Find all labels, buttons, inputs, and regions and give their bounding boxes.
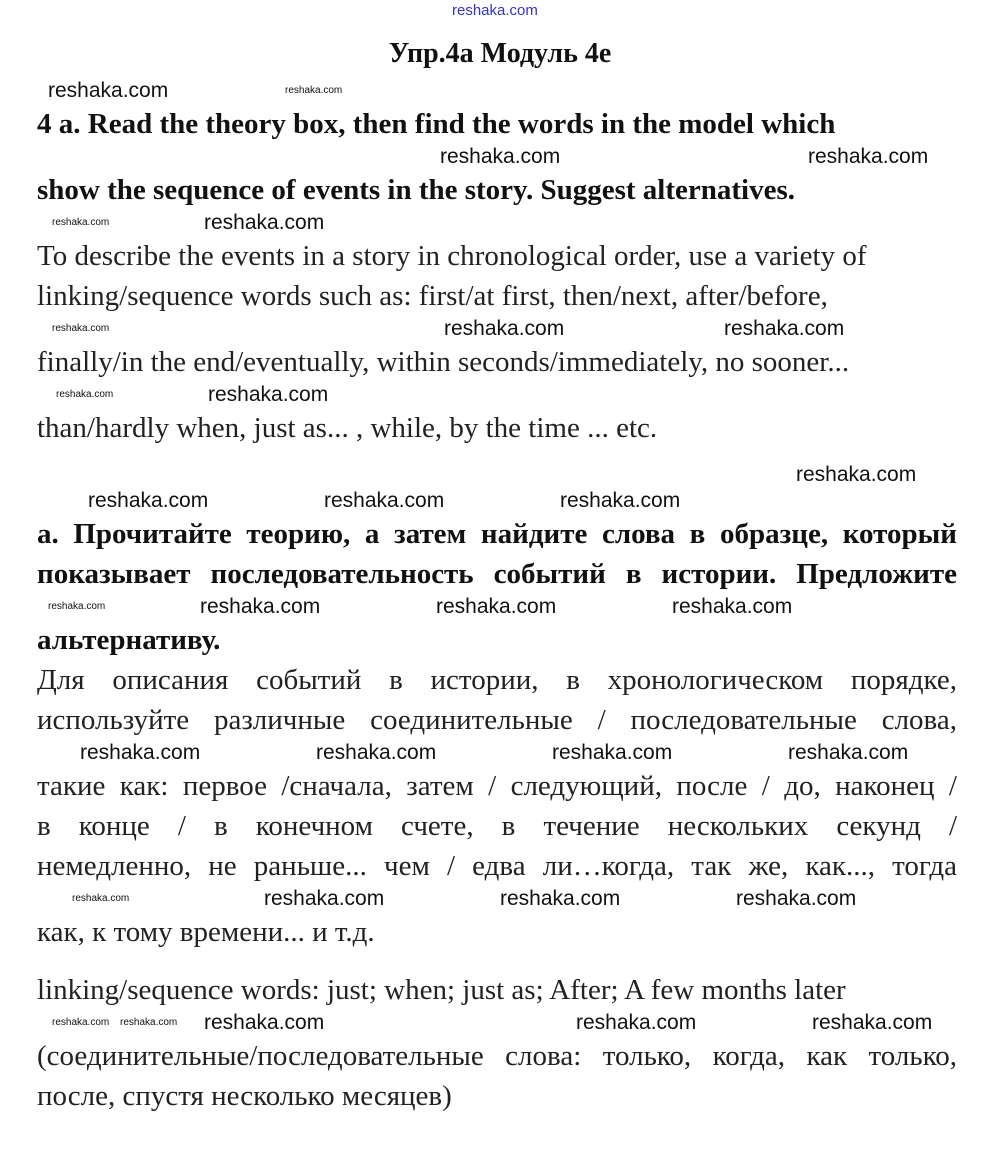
watermark-row — [0, 740, 1000, 766]
watermark: reshaka.com — [88, 489, 209, 512]
watermark-row — [0, 594, 1000, 620]
watermark: reshaka.com — [264, 887, 385, 910]
watermark-row — [0, 1010, 1000, 1036]
watermark: reshaka.com — [672, 595, 793, 618]
watermark: reshaka.com — [316, 741, 437, 764]
theory-ru-line: такие как: первое /сначала, затем / следующий, после / до, наконец / — [37, 770, 957, 802]
watermark: reshaka.com — [724, 317, 845, 340]
answer-line: linking/sequence words: just; when; just as; After; A few months later — [37, 974, 846, 1006]
theory-en-line: linking/sequence words such as: first/at first, then/next, after/before, — [37, 280, 828, 312]
watermark: reshaka.com — [796, 463, 917, 486]
task-ru-line: альтернативу. — [37, 624, 221, 656]
theory-en-line: To describe the events in a story in chronological order, use a variety of — [37, 240, 867, 272]
watermark: reshaka.com — [324, 489, 445, 512]
watermark-row — [0, 78, 1000, 104]
task-ru-line: показывает последовательность событий в истории. Предложите — [37, 558, 957, 590]
watermark: reshaka.com — [48, 601, 106, 612]
theory-ru-line: немедленно, не раньше... чем / едва ли…когда, так же, как..., тогда — [37, 850, 957, 882]
watermark-row — [0, 382, 1000, 408]
theory-ru-line: Для описания событий в истории, в хронологическом порядке, — [37, 664, 957, 696]
watermark: reshaka.com — [48, 79, 169, 102]
watermark: reshaka.com — [52, 323, 110, 334]
watermark-row — [0, 488, 1000, 514]
watermark: reshaka.com — [576, 1011, 697, 1034]
theory-ru-line: используйте различные соединительные / последовательные слова, — [37, 704, 957, 736]
watermark: reshaka.com — [52, 1017, 110, 1028]
watermark-row — [0, 2, 1000, 20]
watermark: reshaka.com — [788, 741, 909, 764]
answer-line: (соединительные/последовательные слова: только, когда, как только, — [37, 1040, 957, 1072]
watermark: reshaka.com — [72, 893, 130, 904]
watermark-row — [0, 144, 1000, 170]
watermark: reshaka.com — [812, 1011, 933, 1034]
watermark-row — [0, 316, 1000, 342]
page-title: Упр.4а Модуль 4е — [388, 38, 612, 69]
watermark-row — [0, 886, 1000, 912]
watermark: reshaka.com — [80, 741, 201, 764]
watermark: reshaka.com — [440, 145, 561, 168]
answer-line: после, спустя несколько месяцев) — [37, 1080, 452, 1112]
task-en-line: show the sequence of events in the story. Suggest alternatives. — [37, 174, 795, 206]
watermark: reshaka.com — [200, 595, 321, 618]
theory-ru-line: в конце / в конечном счете, в течение нескольких секунд / — [37, 810, 957, 842]
watermark: reshaka.com — [736, 887, 857, 910]
watermark: reshaka.com — [56, 389, 114, 400]
watermark: reshaka.com — [204, 1011, 325, 1034]
watermark: reshaka.com — [560, 489, 681, 512]
watermark: reshaka.com — [452, 2, 538, 19]
theory-ru-line: как, к тому времени... и т.д. — [37, 916, 375, 948]
task-ru-line: а. Прочитайте теорию, а затем найдите слова в образце, который — [37, 518, 957, 550]
watermark: reshaka.com — [285, 85, 343, 96]
watermark: reshaka.com — [120, 1017, 178, 1028]
watermark-row — [0, 210, 1000, 236]
watermark: reshaka.com — [436, 595, 557, 618]
watermark: reshaka.com — [500, 887, 621, 910]
watermark: reshaka.com — [552, 741, 673, 764]
watermark: reshaka.com — [204, 211, 325, 234]
watermark: reshaka.com — [444, 317, 565, 340]
theory-en-line: than/hardly when, just as... , while, by the time ... etc. — [37, 412, 658, 444]
watermark: reshaka.com — [52, 217, 110, 228]
theory-en-line: finally/in the end/eventually, within seconds/immediately, no sooner... — [37, 346, 850, 378]
watermark: reshaka.com — [808, 145, 929, 168]
task-en-line: 4 a. Read the theory box, then find the words in the model which — [37, 108, 836, 140]
watermark: reshaka.com — [208, 383, 329, 406]
watermark-row — [0, 462, 1000, 488]
